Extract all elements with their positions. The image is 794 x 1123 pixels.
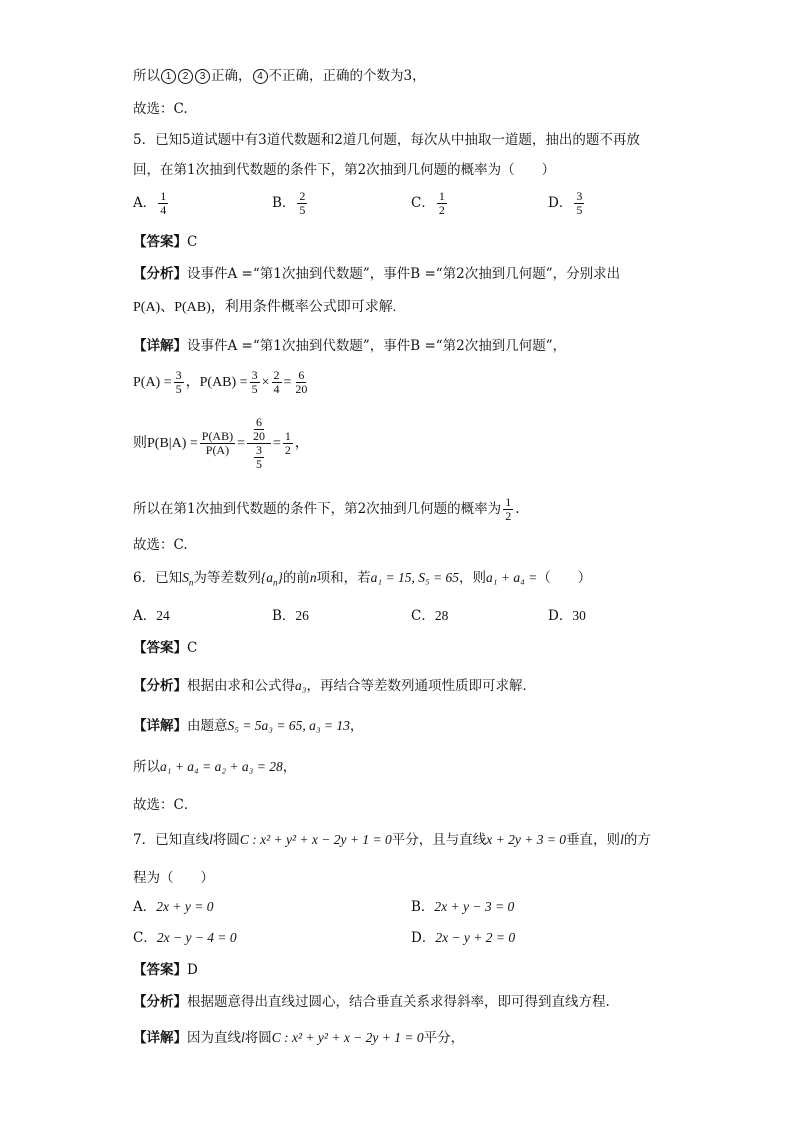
- q6-analysis: 【分析】根据由求和公式得a₃，再结合等差数列通项性质即可求解．: [133, 678, 536, 694]
- q6-choose: 故选：C．: [133, 797, 198, 813]
- q7-option-c: C．2x − y − 4 = 0: [133, 930, 237, 946]
- circled-number: 1: [161, 69, 176, 84]
- q5-answer: 【答案】C: [133, 234, 198, 250]
- q6-option-d: D．30: [548, 608, 586, 624]
- q7-option-d: D．2x − y + 2 = 0: [411, 930, 516, 946]
- circled-number: 4: [253, 69, 268, 84]
- q6-stem: 6．已知$S_n$为等差数列$\{a_n\}$的前n项和，若a₁ = 15, S₅ = 65，则a₁ + a₄ =（ ）: [133, 570, 592, 588]
- q6-answer: 【答案】C: [133, 640, 198, 656]
- q5-analysis-line2: P(A)、P(AB)，利用条件概率公式即可求解.: [133, 300, 397, 315]
- q7-answer: 【答案】D: [133, 962, 198, 978]
- q5-option-b: B． $\frac{2}{5}$: [272, 189, 306, 217]
- conclusion-line: 所以 1 2 3 正确， 4 不正确，正确的个数为3，: [133, 68, 426, 84]
- q6-option-a: A．24: [133, 608, 170, 624]
- q7-analysis: 【分析】根据题意得出直线过圆心，结合垂直关系求得斜率，即可得到直线方程.: [133, 994, 610, 1010]
- q5-option-c: C． $\frac{1}{2}$: [411, 189, 445, 217]
- q5-analysis-line1: 【分析】设事件A =“第1次抽到代数题”，事件B =“第2次抽到几何题”，分别求出: [133, 266, 621, 282]
- q7-option-b: B．2x + y − 3 = 0: [411, 899, 515, 915]
- q5-stem-line1: 5．已知5道试题中有3道代数题和2道几何题，每次从中抽取一道题，抽出的题不再放: [133, 132, 640, 148]
- q5-option-d: D． $\frac{3}{5}$: [548, 189, 583, 217]
- q5-probabilities: P(A) = $\frac{3}{5}$ ，P(AB) = $\frac{3}{5}$ × $\frac{2}{4}$ = $\frac{6}{20}$: [133, 368, 308, 397]
- q5-option-a: A． $\frac{1}{4}$: [133, 189, 167, 217]
- q7-stem-line1: 7．已知直线l将圆C : x² + y² + x − 2y + 1 = 0平分，且与直线x + 2y + 3 = 0垂直，则l的方: [133, 832, 651, 848]
- q5-stem-line2: 回，在第1次抽到代数题的条件下，第2次抽到几何题的概率为（ ）: [133, 162, 556, 178]
- q7-detail: 【详解】因为直线l将圆C : x² + y² + x − 2y + 1 = 0平分，: [133, 1030, 465, 1046]
- q6-detail: 【详解】由题意S₅ = 5a₃ = 65, a₃ = 13，: [133, 718, 364, 734]
- q5-conditional-probability: 则P(B|A) = $\frac{P(AB)}{P(A)}$ = $\frac{\frac{6}{20}}{\frac{3}{5}}$ = $\frac{1}{2}$ ，: [133, 415, 309, 472]
- q6-option-b: B．26: [272, 608, 309, 624]
- q7-option-a: A．2x + y = 0: [133, 899, 214, 915]
- q5-detail-line1: 【详解】设事件A =“第1次抽到代数题”，事件B =“第2次抽到几何题”，: [133, 338, 567, 354]
- circled-number: 3: [195, 69, 210, 84]
- q7-stem-line2: 程为（ ）: [133, 870, 214, 886]
- q6-so: 所以a₁ + a₄ = a₂ + a₃ = 28，: [133, 759, 297, 775]
- q5-conclusion: 所以在第1次抽到代数题的条件下，第2次抽到几何题的概率为 $\frac{1}{2}$ .: [133, 495, 520, 523]
- circled-number: 2: [178, 69, 193, 84]
- q6-option-c: C．28: [411, 608, 449, 624]
- choose-line: 故选：C.: [133, 101, 188, 117]
- q5-choose: 故选：C.: [133, 537, 188, 553]
